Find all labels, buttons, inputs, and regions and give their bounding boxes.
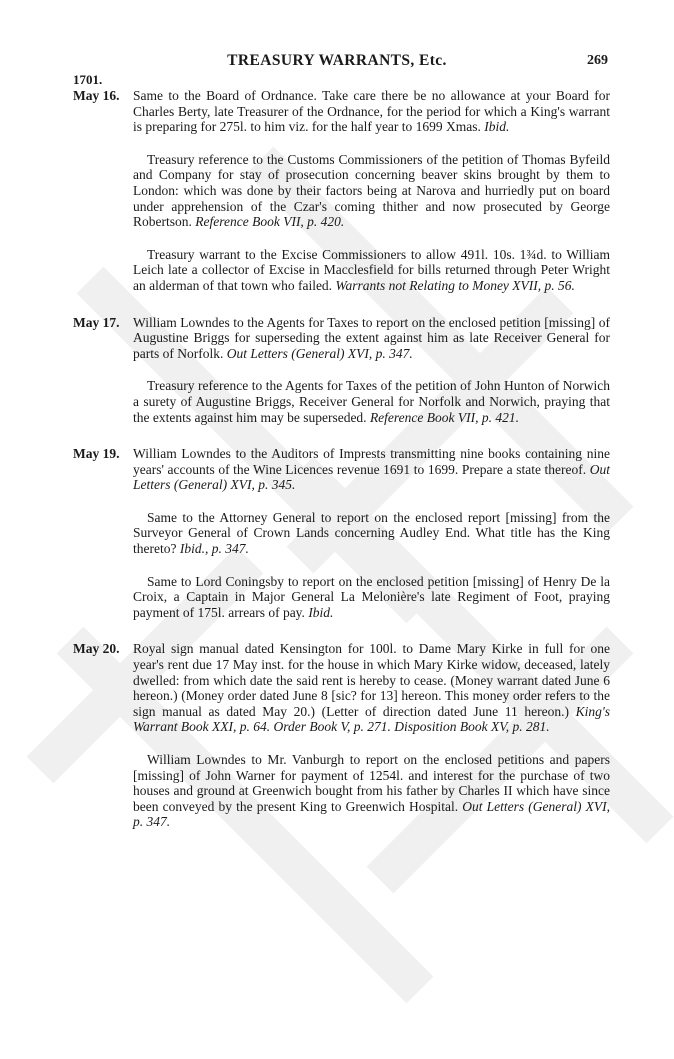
entry-reference: Out Letters (General) XVI, p. 345. <box>133 461 610 493</box>
entry-text <box>133 88 610 135</box>
entry-body: William Lowndes to the Auditors of Imprests transmitting nine books containing nine years' accounts of the Wine Licences revenue 1691 to 1699. Prepare a state thereof. <box>133 446 610 477</box>
entry <box>0 752 674 830</box>
entry-date: May 19. <box>73 446 120 462</box>
entry <box>0 446 674 493</box>
entry <box>0 315 674 362</box>
entry-body: Royal sign manual dated Kensington for 100l. to Dame Mary Kirke in full for one year's rent due 17 May inst. for the house in which Mary Kirke widow, deceased, lately dwelled: from which date the said rent is hereby to cease. (Money warrant dated June 6 hereon.) (Money order dated June 8 [sic? for 13] hereon. This money order refers to the sign manual as dated May 20.) (Letter of direction dated June 11 hereon.) <box>133 641 610 719</box>
entry-body: Treasury warrant to the Excise Commissioners to allow 491l. 10s. 1¾d. to William Leich late a collector of Excise in Macclesfield for bills returned through Peter Wright an alderman of that town who failed. <box>133 246 610 293</box>
entry-reference: Reference Book VII, p. 421. <box>369 409 519 425</box>
entry-reference: King's Warrant Book XXI, p. 64. Order Book V, p. 271. Disposition Book XV, p. 281. <box>133 703 610 735</box>
entry-reference: Warrants not Relating to Money XVII, p. 56. <box>335 277 575 293</box>
entries-list <box>0 88 674 830</box>
entry-text <box>133 378 610 425</box>
entry <box>0 510 674 557</box>
entry-body: Same to the Attorney General to report on the enclosed report [missing] from the Surveyor General of Crown Lands concerning Audley End. What title has the King thereto? <box>133 509 610 557</box>
entry-body: Treasury reference to the Agents for Taxes of the petition of John Hunton of Norwich a surety of Augustine Briggs, Receiver General for Norfolk and Norwich, praying that the extents against him may be superseded. <box>133 378 610 425</box>
entry-text <box>133 510 610 557</box>
page-header <box>0 52 674 74</box>
entry <box>0 641 674 735</box>
entry-text <box>133 574 610 621</box>
entry-reference: Out Letters (General) XVI, p. 347. <box>133 798 611 830</box>
entry-text <box>133 446 610 493</box>
entry-reference: Reference Book VII, p. 420. <box>195 214 345 230</box>
entry <box>0 574 674 621</box>
entry-date: May 17. <box>73 314 120 330</box>
entry <box>0 88 674 135</box>
entry-reference: Ibid., p. 347. <box>179 541 249 557</box>
entry <box>0 152 674 230</box>
entry-date: May 16. <box>73 88 120 103</box>
entry-text <box>133 152 610 230</box>
entry-date: May 20. <box>73 641 120 657</box>
entry-reference: Out Letters (General) XVI, p. 347. <box>226 345 413 361</box>
page-number: 269 <box>587 53 608 68</box>
entry-text <box>133 752 610 830</box>
entry-body: Treasury reference to the Customs Commissioners of the petition of Thomas Byfeild and Company for stay of prosecution concerning beaver skins brought by them to London: which was done by their factors being at Narova and hurriedly put on board under apprehension of the Czar's coming thither and now prosecuted by George Robertson. <box>133 151 610 230</box>
year-label: 1701. <box>73 72 103 87</box>
running-title: TREASURY WARRANTS, Etc. <box>227 52 447 69</box>
entry <box>0 378 674 425</box>
entry-text <box>133 247 610 294</box>
entry-body: William Lowndes to Mr. Vanburgh to report on the enclosed petitions and papers [missing] of John Warner for payment of 1254l. and interest for the purchase of two houses and ground at Greenwich bought from his father by Charles II which have since been conveyed by the present King to Greenwich Hospital. <box>133 752 610 814</box>
entry-body: Same to Lord Coningsby to report on the enclosed petition [missing] of Henry De la Croix, a Captain in Major General La Melonière's late Regiment of Foot, praying payment of 175l. arrears of pay. <box>133 573 610 620</box>
entry-text <box>133 641 610 735</box>
entry-text <box>133 315 610 362</box>
entry-reference: Ibid. <box>308 604 334 620</box>
entry-body: William Lowndes to the Agents for Taxes to report on the enclosed petition [missing] of Augustine Briggs for superseding the extent against him as late Receiver General for parts of Norfolk. <box>133 314 610 361</box>
entry-body: Same to the Board of Ordnance. Take care there be no allowance at your Board for Charles Berty, late Treasurer of the Ordnance, for the period for which a King's warrant is preparing for 275l. to him viz. for the half year to 1699 Xmas. <box>133 88 610 135</box>
entry-reference: Ibid. <box>484 119 510 135</box>
entry <box>0 247 674 294</box>
